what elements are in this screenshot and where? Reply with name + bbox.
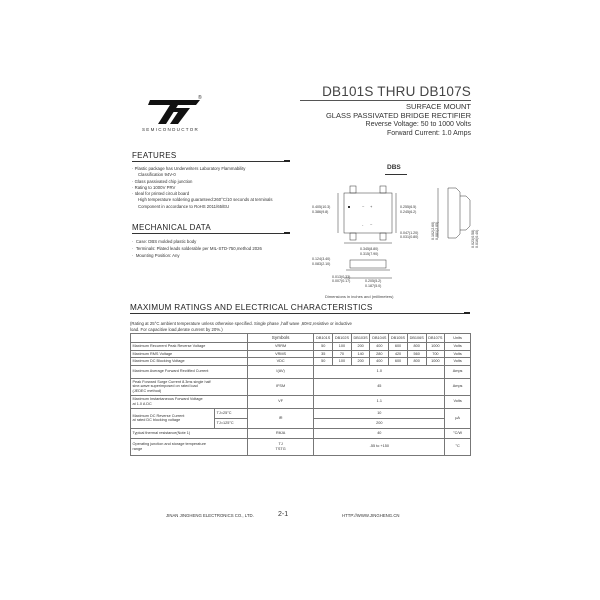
list-item: Classification 94V-0 [138,172,176,178]
header-part: DB107S [426,334,445,343]
dim-d6: 0.031(0.80) [400,235,419,239]
footer-url: HTTP://WWW.JINGHENG.CN [342,513,400,518]
ratings-rule [130,313,464,314]
table-row: Maximum RMS Voltage VRMS 35 70 140 280 420 560 700 Volts [131,350,471,358]
table-row: Maximum Instantaneous Forward Voltage at 1.0 A DC VF 1.1 Volts [131,395,471,408]
dimensions-note: Dimensions in inches and (millimeters) [325,294,394,299]
table-row: Maximum DC Blocking Voltage VDC 50 100 200 400 600 800 1000 Volts [131,358,471,366]
ratings-title: MAXIMUM RATINGS AND ELECTRICAL CHARACTERISTICS [130,303,373,312]
mechanical-rule [132,233,284,234]
header-part: DB106S [407,334,426,343]
ratings-rule-end [464,312,470,314]
features-list [132,166,273,210]
rating-conditions: (Rating at 25°C ambient temperature unless otherwise specified. Single phase ,half wave ,60Hz,resistive or inductive load. For capacitive load,derate current by 20%.) [130,321,352,332]
mechanical-rule-end [284,232,290,234]
dim-d4: 0.245(6.2) [400,210,417,214]
features-rule [132,161,284,162]
table-row: Maximum Average Forward Rectified Current I(AV) 1.0 Amps [131,365,471,378]
header-part: DB103S [351,334,370,343]
package-label: DBS [387,164,401,171]
dim-d18: 0.187(5.0) [365,284,382,288]
header-rule [300,100,471,101]
table-row: TJ=125°C 200 [131,418,471,428]
table-row: Peak Forward Surge Current 8.3ms single half sine-wave superimposed on rated load (JEDEC method) IFSM 45 Amps [131,378,471,395]
dim-d10: 0.083(2.10) [312,262,331,266]
dim-d3: 0.255(6.5) [400,205,417,209]
dim-d14: 0.081(2.05) [435,221,439,240]
footer-page-number: 2-1 [278,511,289,518]
dim-d16: 0.016(0.40) [475,229,479,248]
ratings-table [130,333,471,456]
features-rule-end [284,160,290,162]
table-row: Operating junction and storage temperature range TJ TSTG -55 to +150 °C [131,438,471,455]
subtitle-2: GLASS PASSIVATED BRIDGE RECTIFIER [325,111,471,120]
header-part: DB102S [333,334,352,343]
dim-d2: 0.386(9.8) [312,210,329,214]
registered-mark: ® [198,95,202,101]
header-symbols: Symbols [247,334,314,343]
list-item: · Case: DBS molded plastic body [132,239,197,244]
list-item: · Plastic package has Underwriters Laboratory Flammability [132,166,246,171]
package-label-rule [385,174,407,175]
list-item: · Ideal for printed circuit board [132,191,190,197]
features-title: FEATURES [132,151,177,160]
doc-title: DB101S THRU DB107S [322,84,471,99]
dim-d9: 0.124(3.40) [312,257,331,261]
dim-d11: 0.013(0.33) [332,275,351,279]
header-part: DB105S [389,334,408,343]
table-row: Typical thermal resistance(Note 1) RθJA 40 °C/W [131,428,471,438]
list-item: · Glass passivated chip junction [132,178,193,184]
dim-d1: 0.405(10.3) [312,205,331,209]
svg-text:~: ~ [362,204,365,209]
dim-d5: 0.047(1.20) [400,231,419,235]
subtitle-4: Forward Current: 1.0 Amps [386,130,471,137]
dim-d12: 0.007(0.17) [332,279,351,283]
table-header-row [131,334,471,343]
mechanical-title: MECHANICAL DATA [132,223,212,232]
list-item: High temperature soldering guaranteed:260°C/10 seconds at terminals [138,197,273,203]
table-row: Maximum DC Reverse Current at rated DC blocking voltage TJ=25°C IR 10 μA [131,408,471,418]
package-drawing [310,178,480,293]
subtitle-1: SURFACE MOUNT [405,102,471,111]
header-part: DB104S [370,334,389,343]
dim-d13: 0.102(2.60) [431,221,435,240]
list-item: · Terminals: Plated leads solderable per MIL-STD-750,method 2026 [132,246,262,252]
list-item: Component in accordance to RoHS 2011/65/EU [138,203,230,209]
dim-d15: 0.023(0.58) [471,229,475,248]
list-item: · Mounting Position: Any [132,253,180,259]
header-part: DB101S [314,334,333,343]
dim-d17: 0.205(5.2) [365,279,382,283]
list-item: · Rating to 1000V PRV [132,184,176,190]
svg-text:+: + [370,204,373,209]
svg-text:~: ~ [370,222,373,227]
dim-d7: 0.345(8.80) [360,247,379,251]
mechanical-list [132,238,262,260]
dim-d8: 0.315(7.90) [360,252,379,256]
brand-line: SEMICONDUCTOR [142,127,200,132]
header-units: Units [445,334,471,343]
subtitle-3: Reverse Voltage: 50 to 1000 Volts [365,121,471,128]
footer-company: JINAN JINGHENG ELECTRONICS CO., LTD. [166,513,254,518]
table-row: Maximum Recurrent Peak Reverse Voltage VRRM 50 100 200 400 600 800 1000 Volts [131,343,471,351]
svg-text:-: - [362,222,364,227]
